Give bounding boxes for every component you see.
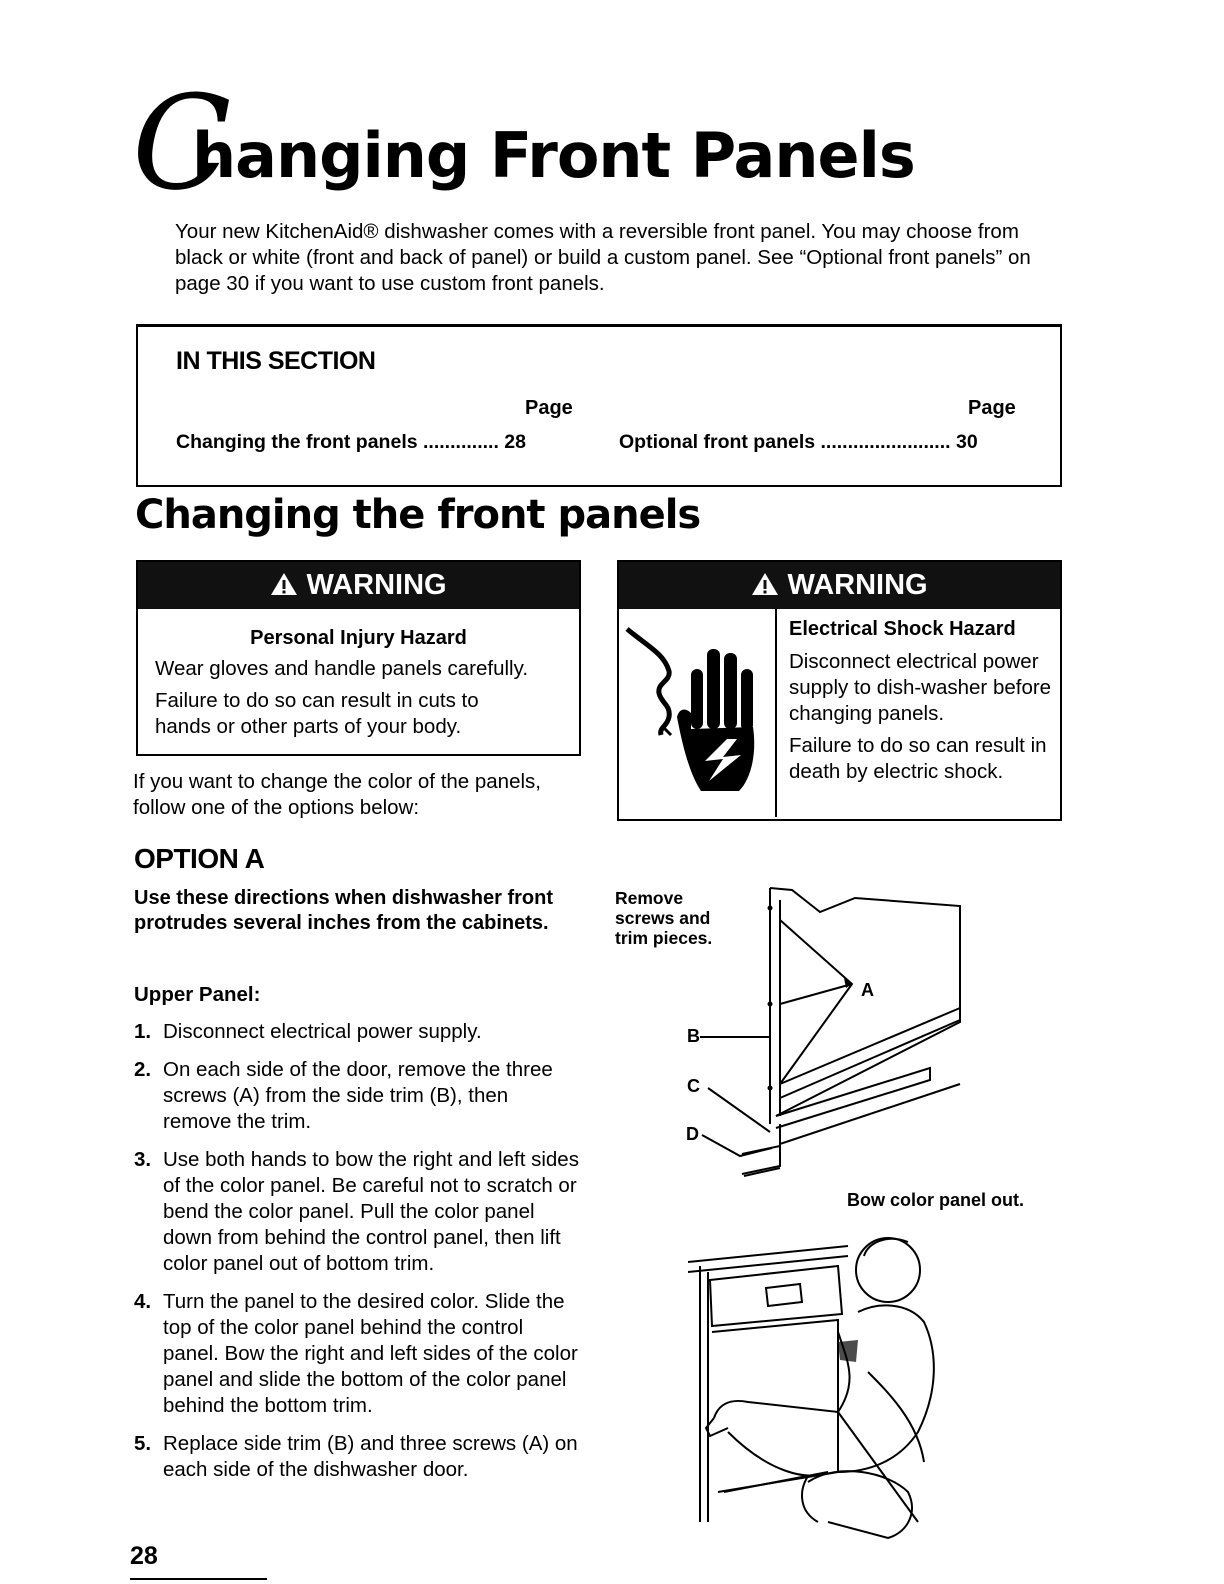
title-text: hanging Front Panels [192,119,915,192]
in-this-section-box [136,324,1062,487]
warning-triangle-icon [270,569,306,601]
warning-line: Failure to do so can result in death by electric shock. [789,734,1047,783]
hazard-title: Personal Injury Hazard [250,627,467,649]
step-text: Disconnect electrical power supply. [163,1020,482,1043]
toc-heading: IN THIS SECTION [176,347,376,375]
door-trim-diagram [680,884,970,1184]
figure1-caption: Remove screws and trim pieces. [615,888,713,948]
options-intro: If you want to change the color of the panels, follow one of the options below: [133,770,541,819]
option-a-heading: OPTION A [134,843,265,874]
electric-shock-hand-icon [619,609,777,817]
list-item [134,1019,579,1045]
step-text: Use both hands to bow the right and left sides of the color panel. Be careful not to scratch or bend the color panel. Pull the color panel down from behind the control panel, then lift color panel out of bottom trim. [163,1148,579,1275]
warning-label: WARNING [787,569,928,601]
step-number: 2. [134,1058,152,1081]
list-item [134,1289,579,1419]
step-text: On each side of the door, remove the three screws (A) from the side trim (B), then remove the trim. [163,1058,553,1133]
toc-page-label-right: Page [968,397,1016,419]
step-text: Replace side trim (B) and three screws (A) on each side of the dishwasher door. [163,1432,578,1481]
list-item [134,1431,579,1483]
list-item [134,1057,579,1135]
title-initial: C [132,67,232,219]
warning-header [138,562,579,609]
toc-entry-dots: ........................ [820,431,951,453]
warning-line: Wear gloves and handle panels carefully. [155,657,529,680]
step-number: 1. [134,1020,152,1043]
warning-triangle-icon [751,569,787,601]
upper-panel-heading: Upper Panel: [134,983,261,1006]
warning-box-electrical [617,560,1062,821]
toc-page-label-left: Page [525,397,573,419]
section-heading: Changing the front panels [135,492,701,538]
warning-line: Failure to do so can result in cuts to hands or other parts of your body. [155,689,479,738]
warning-label: WARNING [306,569,447,601]
toc-entry-page: 28 [504,431,526,453]
toc-entry-dots: .............. [423,431,499,453]
warning-box-injury [136,560,581,756]
label-a: A [861,980,874,1000]
hazard-title: Electrical Shock Hazard [789,618,1016,640]
toc-entry-title: Changing the front panels [176,431,418,453]
footer-divider [130,1578,267,1580]
step-number: 3. [134,1148,152,1171]
label-b: B [687,1026,700,1046]
warning-header [619,562,1060,609]
steps-list [134,1019,579,1495]
step-number: 5. [134,1432,152,1455]
intro-paragraph: Your new KitchenAid® dishwasher comes with a reversible front panel. You may choose from black or white (front and back of panel) or build a custom panel. See “Optional front panels” on page 30 if you want to use custom front panels. [175,220,1031,295]
warning-line: Disconnect electrical power supply to dish-washer before changing panels. [789,650,1052,725]
page-number: 28 [130,1542,158,1570]
label-c: C [687,1076,700,1096]
bow-panel-illustration [688,1222,958,1552]
warning-text [789,618,1057,785]
toc-entry-title: Optional front panels [619,431,816,453]
toc-entry-page: 30 [955,431,978,453]
step-text: Turn the panel to the desired color. Slide the top of the color panel behind the control panel. Bow the right and left sides of the color panel and slide the bottom of the color panel behind the bottom trim. [163,1290,578,1417]
list-item [134,1147,579,1277]
figure2-caption: Bow color panel out. [847,1190,1025,1210]
toc-entry-optional[interactable] [619,431,978,454]
label-d: D [686,1124,699,1144]
option-a-description: Use these directions when dishwasher front protrudes several inches from the cabinets. [134,887,553,934]
step-number: 4. [134,1290,152,1313]
toc-entry-changing[interactable] [176,431,526,454]
